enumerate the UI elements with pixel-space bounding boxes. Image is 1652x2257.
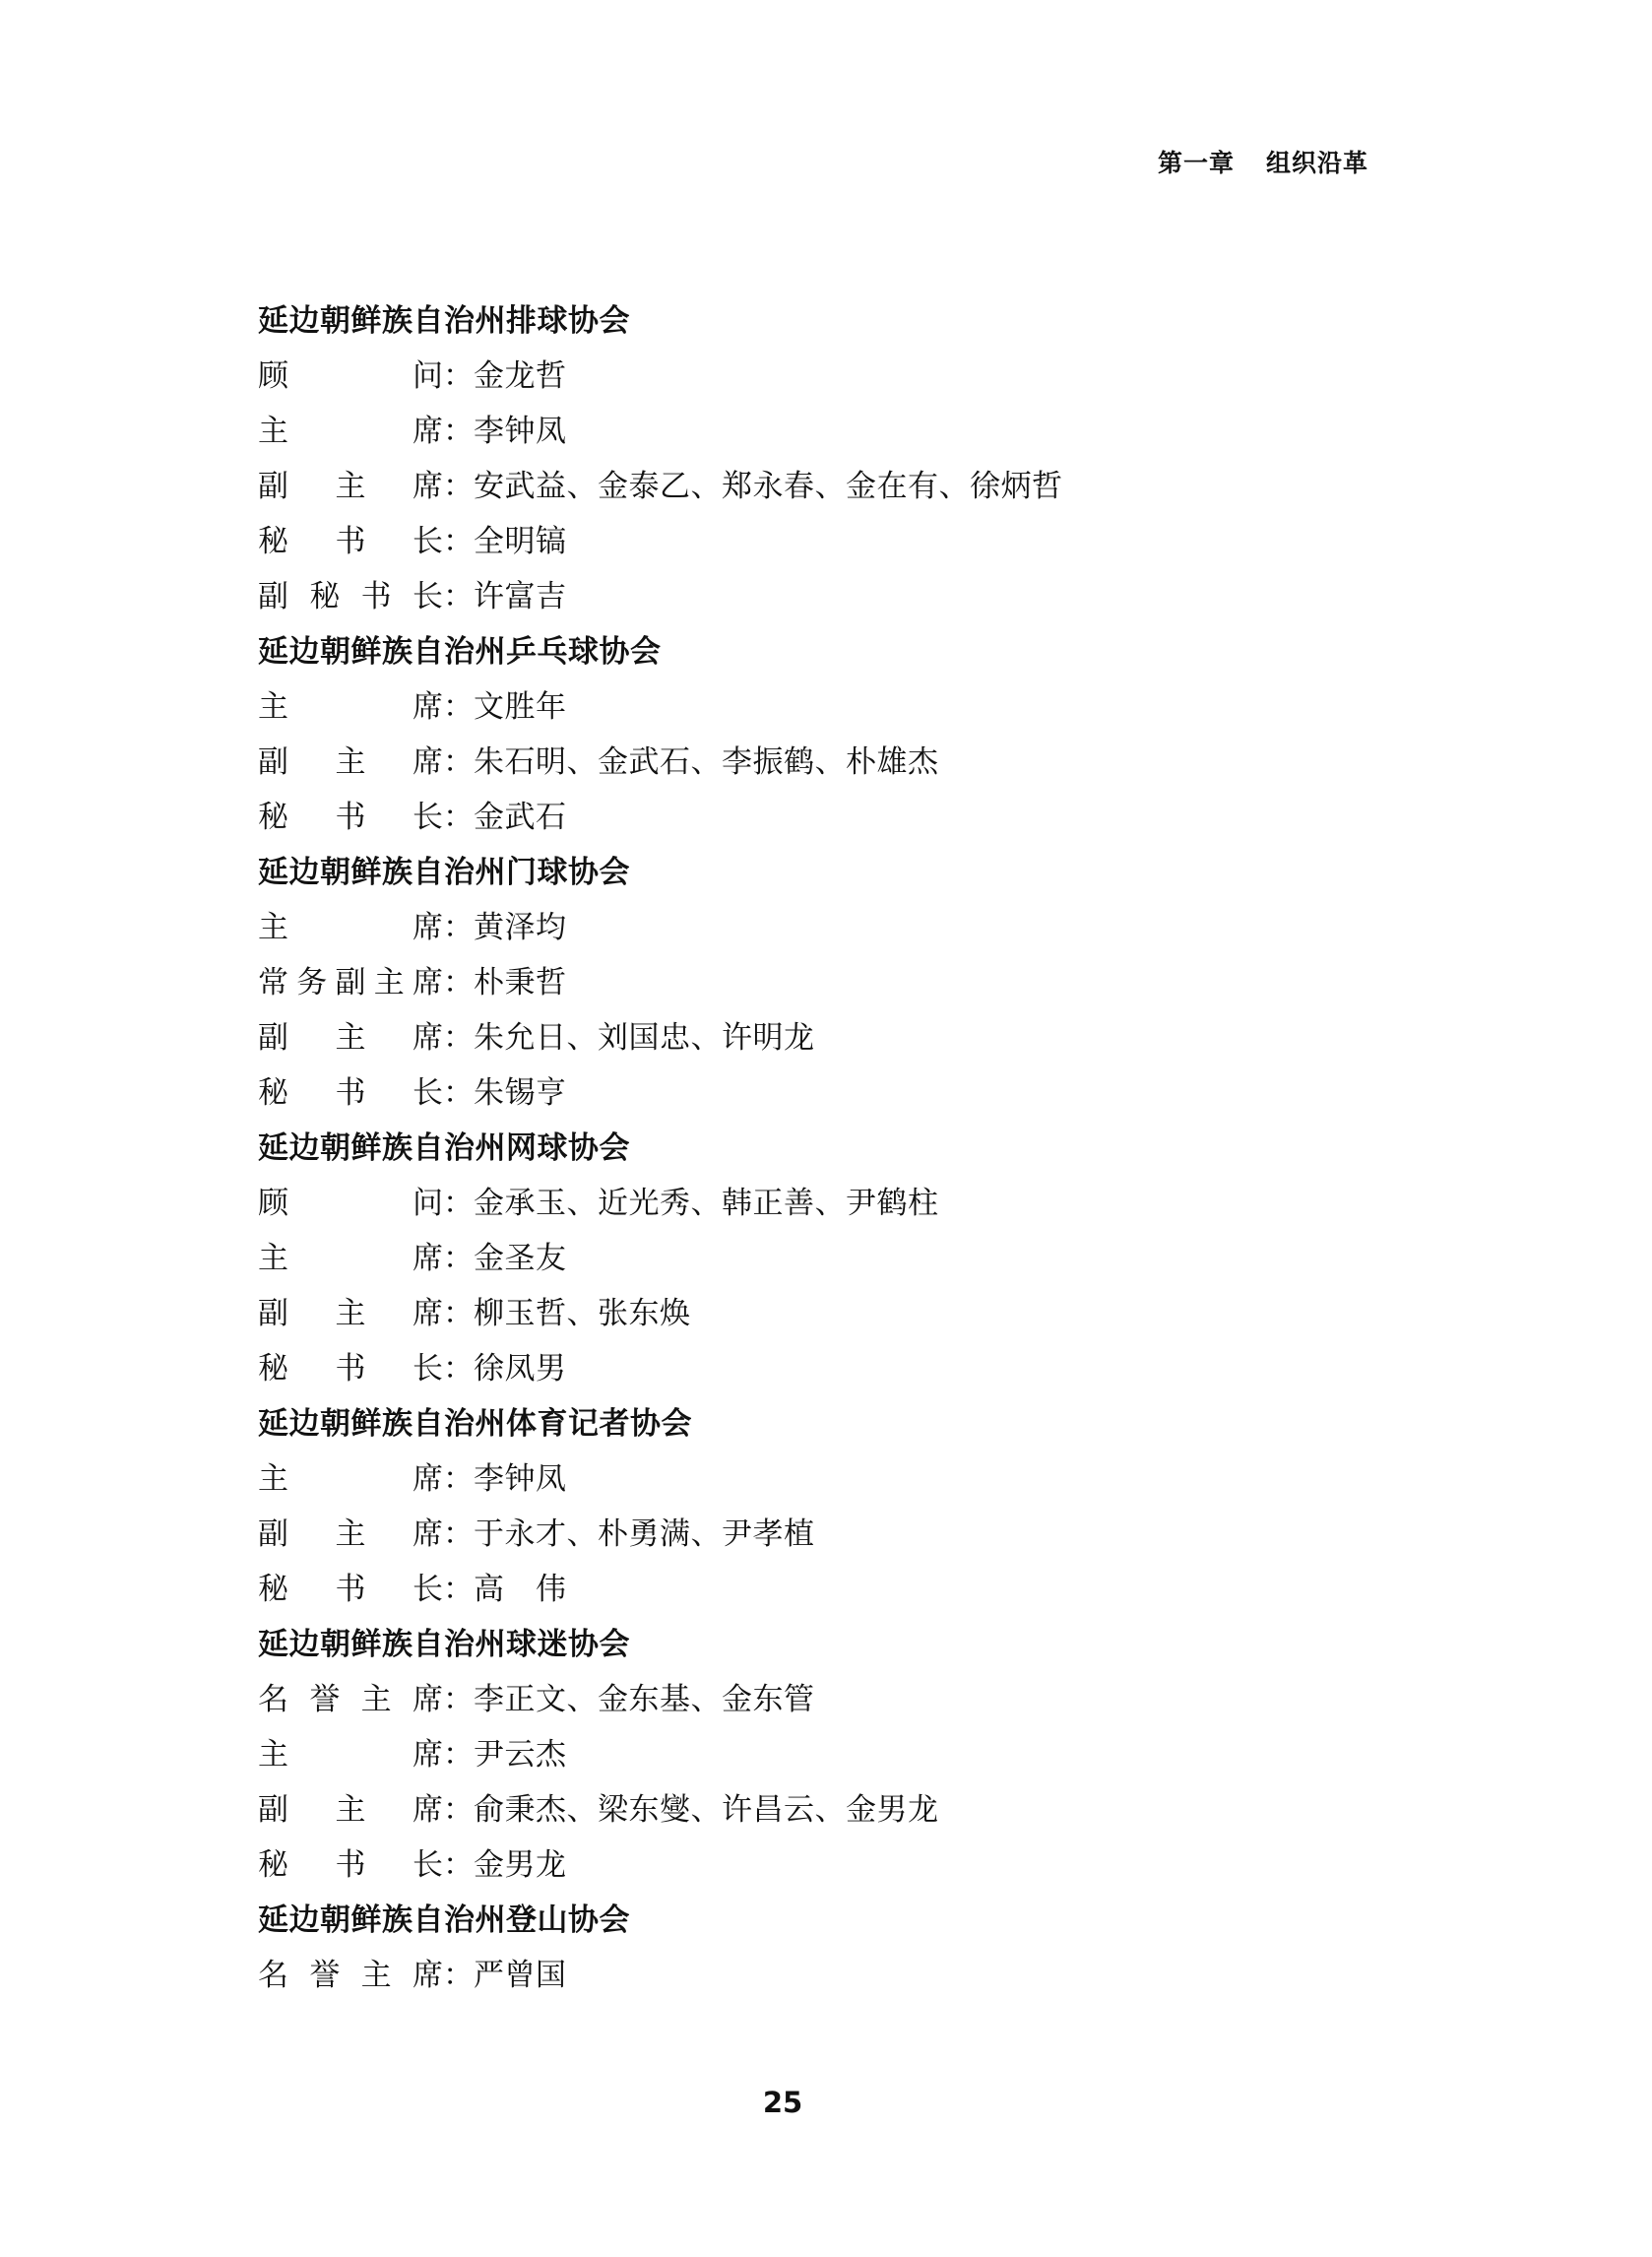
role-colon: ： [443,1461,474,1497]
officer-row [258,1010,1390,1065]
officer-row [258,1231,1390,1286]
member-names: 尹云杰 [474,1737,567,1773]
association-title: 延边朝鲜族自治州登山协会 [258,1902,630,1938]
role-colon: ： [443,910,474,945]
role-label: 主 席 [258,1241,443,1276]
role-label: 顾 问 [258,358,443,394]
role-label: 副 主 席 [258,744,443,780]
member-names: 李钟凤 [474,1461,567,1497]
role-colon: ： [443,1792,474,1828]
member-names: 金男龙 [474,1847,567,1883]
role-colon: ： [443,1958,474,1993]
member-names: 安武益、金泰乙、郑永春、金在有、徐炳哲 [474,469,1063,504]
member-names: 朴秉哲 [474,965,567,1000]
officer-row [258,1562,1390,1617]
role-label: 名 誉 主 席 [258,1958,443,1993]
role-label: 秘 书 长 [258,524,443,559]
role-label: 主 席 [258,689,443,725]
member-names: 于永才、朴勇满、尹孝植 [474,1516,815,1552]
officer-row [258,955,1390,1010]
role-label: 秘 书 长 [258,800,443,835]
role-colon: ： [443,800,474,835]
role-colon: ： [443,1737,474,1773]
officer-row [258,1451,1390,1507]
section-label: 组织沿革 [1265,149,1368,177]
association-title: 延边朝鲜族自治州乒乓球协会 [258,634,662,670]
association-title: 延边朝鲜族自治州球迷协会 [258,1627,630,1662]
role-label: 秘 书 长 [258,1847,443,1883]
role-colon: ： [443,1296,474,1331]
member-names: 李钟凤 [474,414,567,449]
main-content [258,293,1390,2003]
running-header [1158,144,1368,179]
role-colon: ： [443,1351,474,1386]
member-names: 徐凤男 [474,1351,567,1386]
member-names: 李正文、金东基、金东管 [474,1682,815,1717]
role-colon: ： [443,1516,474,1552]
officer-row [258,1672,1390,1727]
role-colon: ： [443,1847,474,1883]
officer-row [258,569,1390,624]
officer-row [258,1507,1390,1562]
role-colon: ： [443,414,474,449]
association-title: 延边朝鲜族自治州排球协会 [258,303,630,339]
role-colon: ： [443,358,474,394]
officer-row [258,1838,1390,1893]
role-label: 秘 书 长 [258,1075,443,1111]
officer-row [258,679,1390,735]
officer-row [258,790,1390,845]
member-names: 金承玉、近光秀、韩正善、尹鹤柱 [474,1186,939,1221]
officer-row [258,404,1390,459]
association-title: 延边朝鲜族自治州门球协会 [258,855,630,890]
officer-row [258,514,1390,569]
role-label: 主 席 [258,414,443,449]
member-names: 朱锡亨 [474,1075,567,1111]
member-names: 文胜年 [474,689,567,725]
page-number: 25 [762,2086,803,2119]
role-label: 常 务 副 主 席 [258,965,443,1000]
member-names: 金龙哲 [474,358,567,394]
member-names: 许富吉 [474,579,567,614]
role-colon: ： [443,469,474,504]
role-label: 秘 书 长 [258,1572,443,1607]
member-names: 金武石 [474,800,567,835]
role-label: 顾 问 [258,1186,443,1221]
member-names: 严曾国 [474,1958,567,1993]
role-label: 副 主 席 [258,1792,443,1828]
role-colon: ： [443,1241,474,1276]
role-label: 名 誉 主 席 [258,1682,443,1717]
member-names: 朱石明、金武石、李振鹤、朴雄杰 [474,744,939,780]
officer-row [258,459,1390,514]
association-title: 延边朝鲜族自治州网球协会 [258,1130,630,1166]
role-label: 主 席 [258,1461,443,1497]
role-label: 副 主 席 [258,1020,443,1056]
role-label: 主 席 [258,1737,443,1773]
role-colon: ： [443,524,474,559]
member-names: 高 伟 [474,1572,567,1607]
member-names: 全明镐 [474,524,567,559]
role-colon: ： [443,744,474,780]
member-names: 俞秉杰、梁东燮、许昌云、金男龙 [474,1792,939,1828]
officer-row [258,1727,1390,1782]
member-names: 黄泽均 [474,910,567,945]
officer-row [258,1782,1390,1838]
role-label: 秘 书 长 [258,1351,443,1386]
role-label: 主 席 [258,910,443,945]
role-colon: ： [443,1020,474,1056]
officer-row [258,1948,1390,2003]
role-colon: ： [443,1186,474,1221]
role-colon: ： [443,1075,474,1111]
officer-row [258,1065,1390,1121]
officer-row [258,1176,1390,1231]
officer-row [258,900,1390,955]
officer-row [258,349,1390,404]
role-label: 副 主 席 [258,469,443,504]
role-colon: ： [443,1682,474,1717]
officer-row [258,735,1390,790]
member-names: 柳玉哲、张东焕 [474,1296,691,1331]
role-label: 副 主 席 [258,1296,443,1331]
officer-row [258,1286,1390,1341]
officer-row [258,1341,1390,1396]
member-names: 朱允日、刘国忠、许明龙 [474,1020,815,1056]
role-colon: ： [443,965,474,1000]
role-label: 副 主 席 [258,1516,443,1552]
role-label: 副 秘 书 长 [258,579,443,614]
role-colon: ： [443,1572,474,1607]
role-colon: ： [443,689,474,725]
association-title: 延边朝鲜族自治州体育记者协会 [258,1406,692,1442]
member-names: 金圣友 [474,1241,567,1276]
role-colon: ： [443,579,474,614]
chapter-label: 第一章 [1157,149,1235,177]
